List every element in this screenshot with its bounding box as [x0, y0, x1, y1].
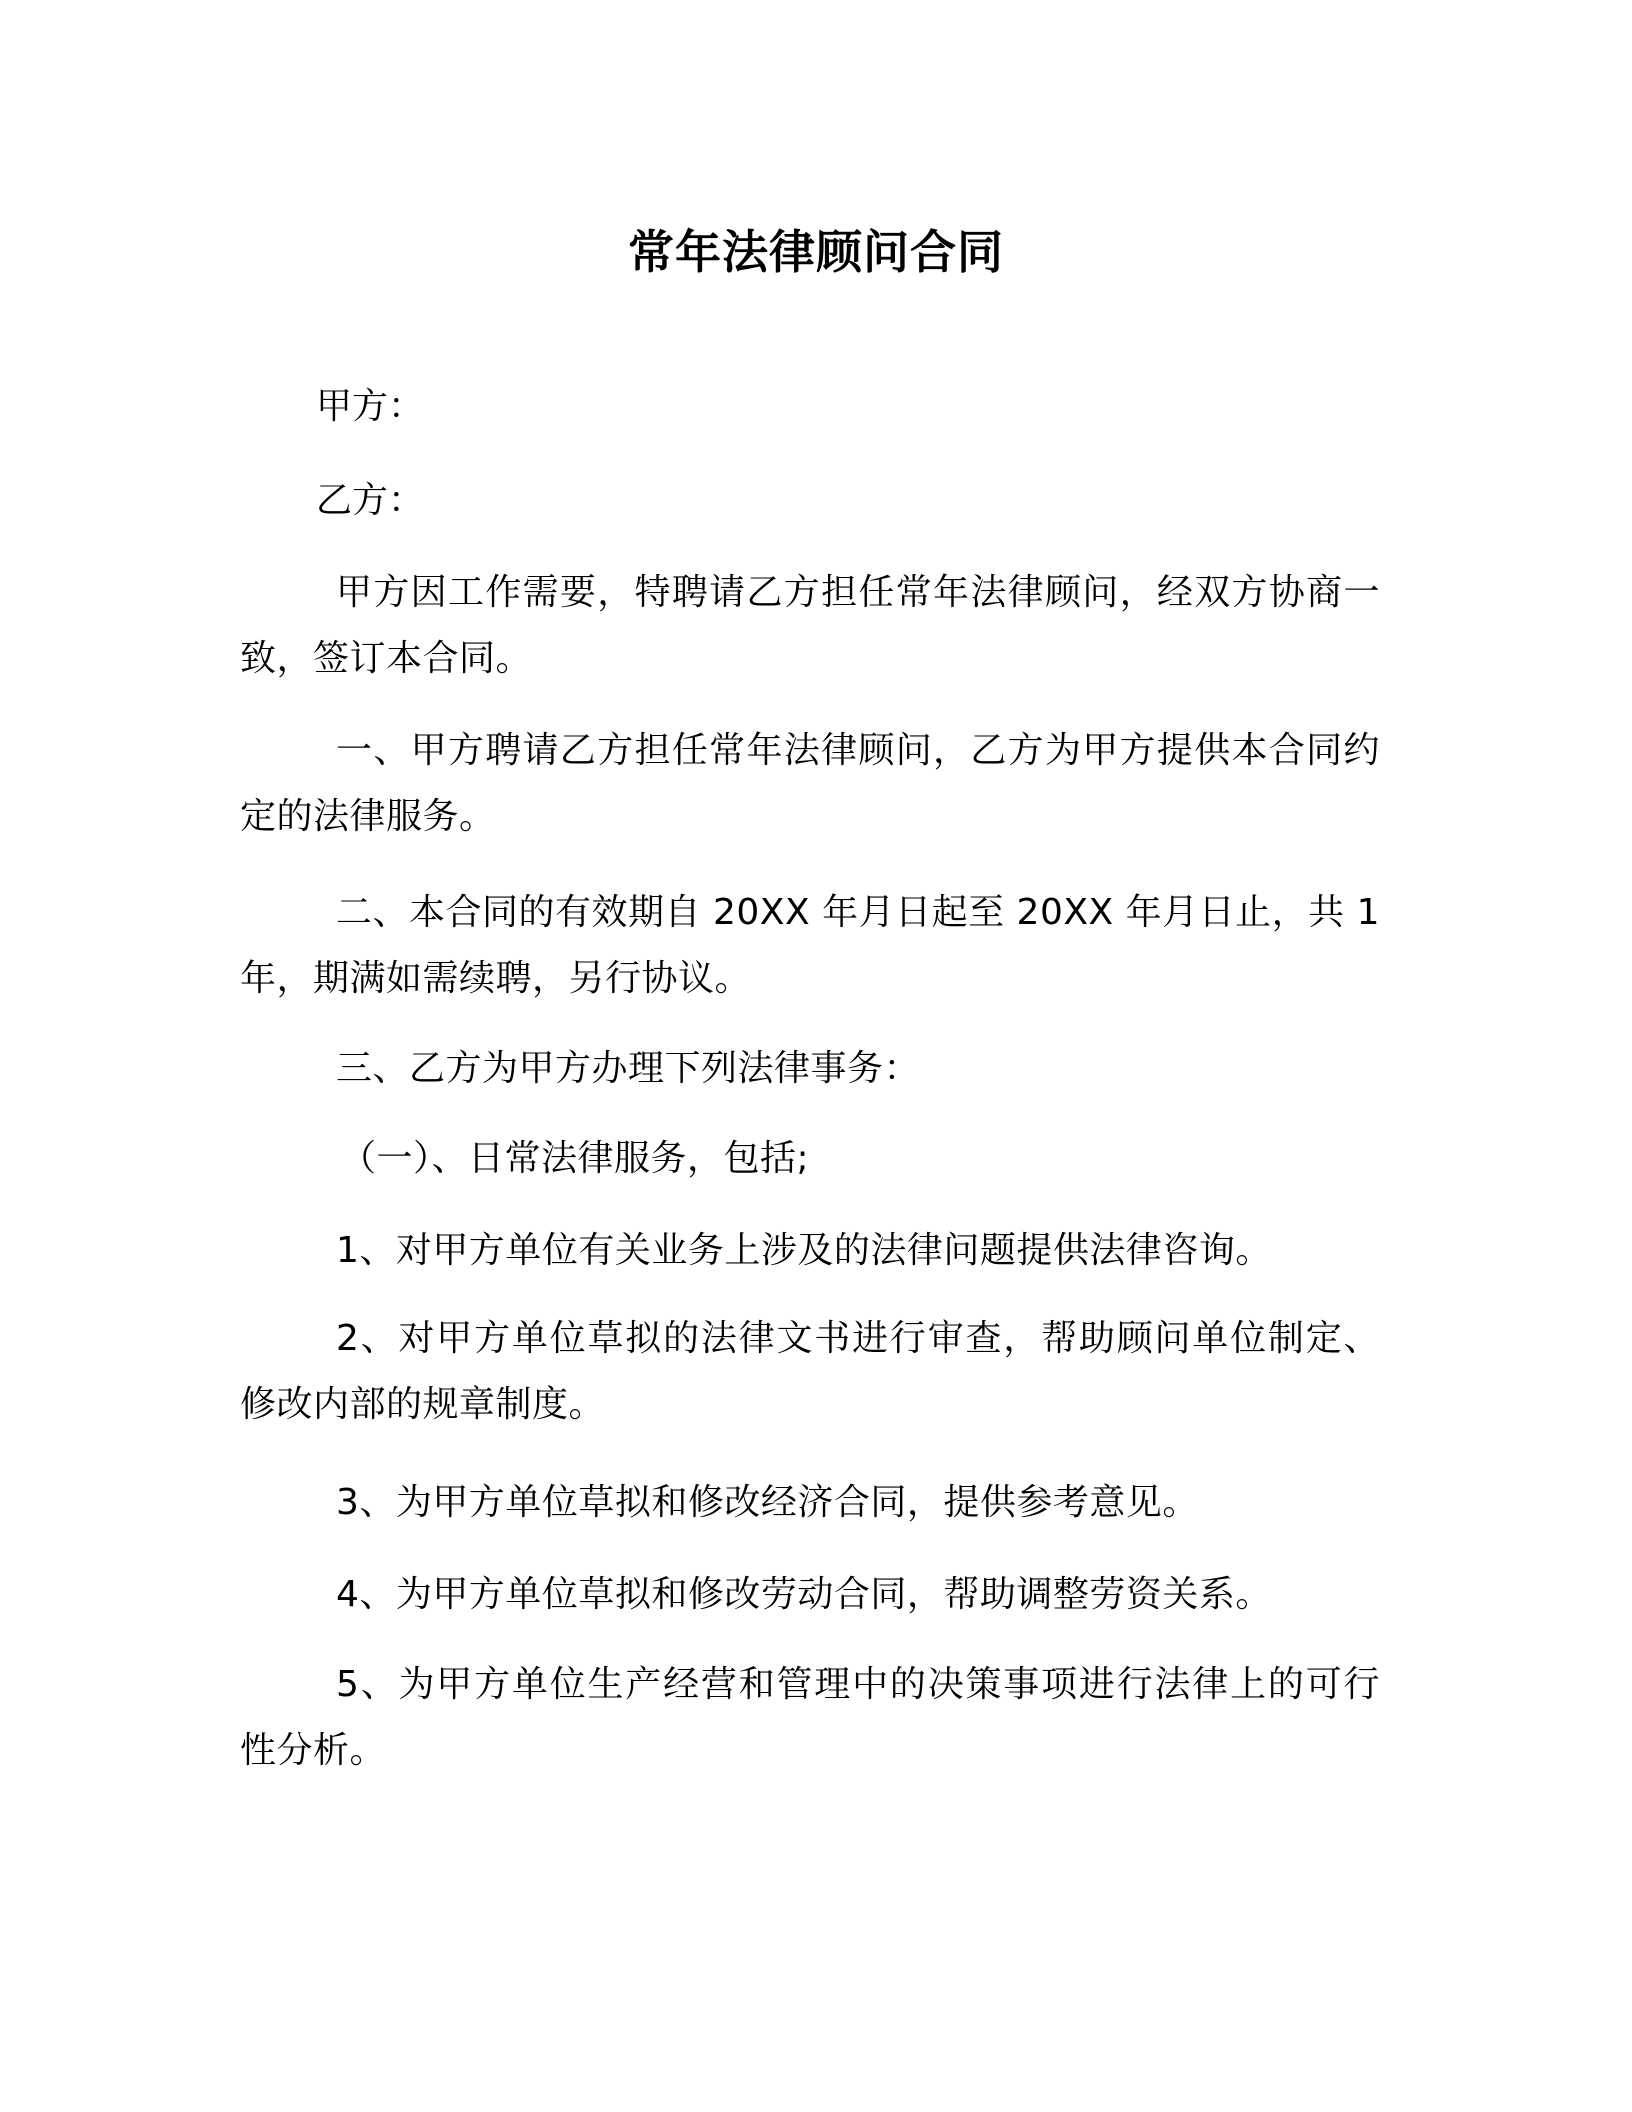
intro-paragraph: 甲方因工作需要，特聘请乙方担任常年法律顾问，经双方协商一致，签订本合同。 — [240, 572, 1380, 679]
item-5: 5、为甲方单位生产经营和管理中的决策事项进行法律上的可行性分析。 — [240, 1664, 1380, 1771]
party-b-label: 乙方： — [316, 480, 425, 521]
sub-clause-1: （一）、日常法律服务，包括; — [340, 1138, 810, 1179]
item-2: 2、对甲方单位草拟的法律文书进行审查，帮助顾问单位制定、修改内部的规章制度。 — [240, 1318, 1380, 1425]
item-4: 4、为甲方单位草拟和修改劳动合同，帮助调整劳资关系。 — [336, 1574, 1272, 1615]
clause-2: 二、本合同的有效期自 20XX 年月日起至 20XX 年月日止，共 1 年，期满如需续聘，另行协议。 — [240, 892, 1380, 999]
clause-3: 三、乙方为甲方办理下列法律事务： — [336, 1048, 921, 1089]
document-title: 常年法律顾问合同 — [628, 225, 1004, 279]
item-1: 1、对甲方单位有关业务上涉及的法律问题提供法律咨询。 — [336, 1230, 1272, 1271]
item-3: 3、为甲方单位草拟和修改经济合同，提供参考意见。 — [336, 1482, 1199, 1523]
party-a-label: 甲方： — [316, 386, 425, 427]
clause-1: 一、甲方聘请乙方担任常年法律顾问，乙方为甲方提供本合同约定的法律服务。 — [240, 730, 1380, 837]
